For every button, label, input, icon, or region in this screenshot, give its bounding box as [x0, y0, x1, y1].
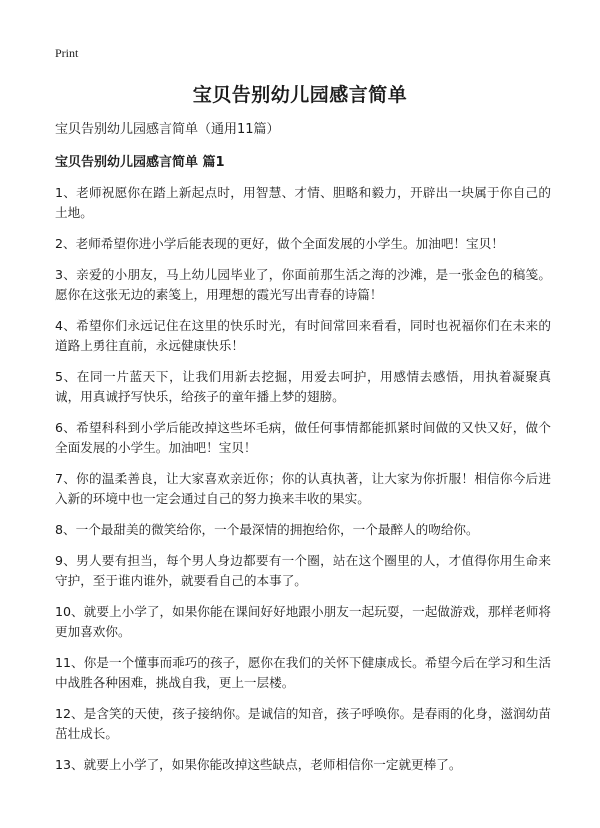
list-item: 13、就要上小学了，如果你能改掉这些缺点，老师相信你一定就更棒了。: [55, 757, 462, 772]
document-subtitle: 宝贝告别幼儿园感言简单（通用11篇）: [55, 122, 280, 137]
print-link[interactable]: Print: [55, 46, 79, 60]
list-item: 7、你的温柔善良，让大家喜欢亲近你；你的认真执著，让大家为你折服！相信你今后进入新的环境中也一定会通过自己的努力换来丰收的果实。: [55, 471, 551, 506]
list-item: 8、一个最甜美的微笑给你，一个最深情的拥抱给你，一个最醉人的吻给你。: [55, 522, 479, 537]
list-item: 4、希望你们永远记住在这里的快乐时光，有时间常回来看看，同时也祝福你们在未来的道路上勇往直前，永远健康快乐！: [55, 318, 551, 353]
list-item: 1、老师祝愿你在踏上新起点时，用智慧、才情、胆略和毅力，开辟出一块属于你自己的土地。: [55, 185, 551, 220]
list-item: 12、是含笑的天使，孩子接纳你。是诚信的知音，孩子呼唤你。是春雨的化身，滋润幼苗茁壮成长。: [55, 706, 551, 741]
list-item: 11、你是一个懂事而乖巧的孩子，愿你在我们的关怀下健康成长。希望今后在学习和生活中战胜各种困难，挑战自我，更上一层楼。: [55, 655, 551, 690]
document-body: [55, 120, 551, 786]
section-heading: 宝贝告别幼儿园感言简单 篇1: [55, 155, 225, 170]
list-item: 9、男人要有担当，每个男人身边都要有一个圈，站在这个圈里的人，才值得你用生命来守护，至于谁内谁外，就要看自己的本事了。: [55, 553, 551, 588]
list-item: 2、老师希望你进小学后能表现的更好，做个全面发展的小学生。加油吧！宝贝！: [55, 236, 504, 251]
list-item: 10、就要上小学了，如果你能在课间好好地跟小朋友一起玩耍，一起做游戏，那样老师将更加喜欢你。: [55, 604, 551, 639]
list-item: 3、亲爱的小朋友，马上幼儿园毕业了，你面前那生活之海的沙滩，是一张金色的稿笺。愿你在这张无边的素笺上，用理想的霞光写出青春的诗篇！: [55, 267, 551, 302]
list-item: 5、在同一片蓝天下，让我们用新去挖掘，用爱去呵护，用感情去感悟，用执着凝聚真诚，用真诚抒写快乐，给孩子的童年播上梦的翅膀。: [55, 369, 551, 404]
document-title: 宝贝告别幼儿园感言简单: [192, 84, 408, 106]
list-item: 6、希望科科到小学后能改掉这些坏毛病，做任何事情都能抓紧时间做的又快又好，做个全面发展的小学生。加油吧！宝贝！: [55, 420, 551, 455]
